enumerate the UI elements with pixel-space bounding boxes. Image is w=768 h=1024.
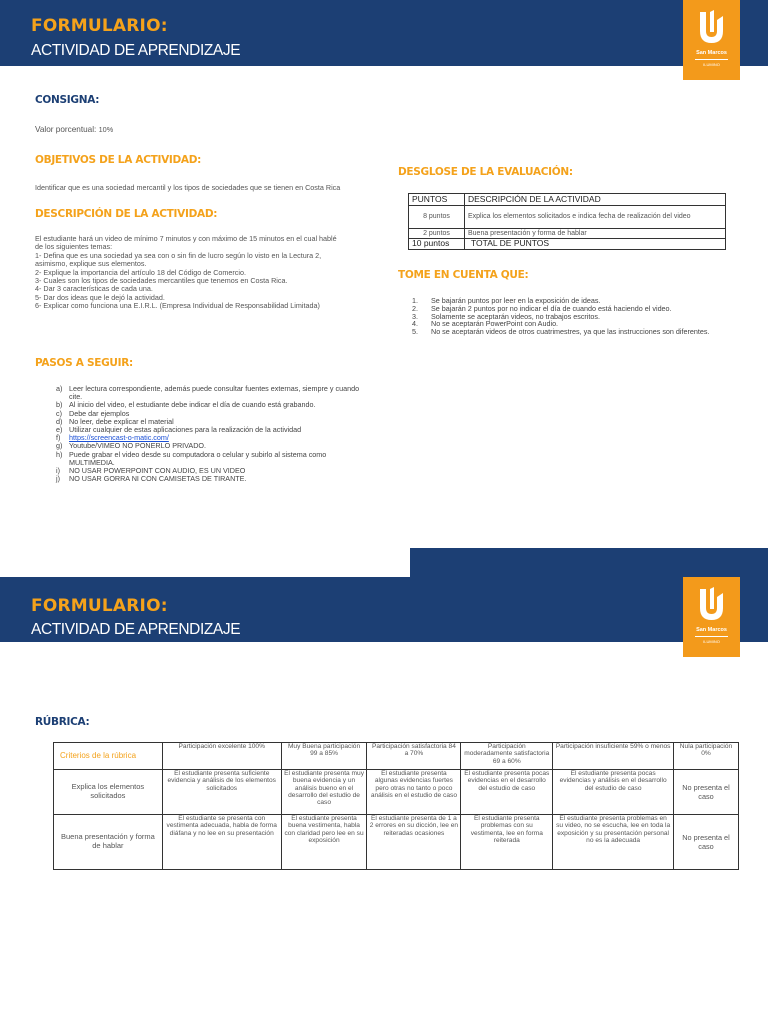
evaluation-table (408, 193, 726, 250)
list-item: c) Debe dar ejemplos (56, 408, 130, 418)
rubric-cell: No presenta el caso (674, 815, 739, 870)
rubric-header-criterios: Criterios de la rúbrica (54, 743, 163, 770)
list-item: a) Leer lectura correspondiente, además puede consultar fuentes externas, siempre y cuando cite. (56, 384, 360, 402)
consigna-heading: CONSIGNA: (35, 94, 100, 106)
descripcion-line: 2- Explique la importancia del artículo 18 del Código de Comercio. (35, 267, 246, 277)
descripcion-line: 5- Dar dos ideas que le dejó la actividad. (35, 292, 165, 302)
desglose-heading: DESGLOSE DE LA EVALUACIÓN: (398, 166, 573, 178)
list-item: f) https://screencast-o-matic.com/ (56, 434, 374, 442)
header-subtitle: ACTIVIDAD DE APRENDIZAJE (31, 42, 241, 59)
objetivos-heading: OBJETIVOS DE LA ACTIVIDAD: (35, 154, 202, 166)
rubric-cell: El estudiante presenta pocas evidencias en el desarrollo del estudio de caso (461, 770, 553, 815)
rubric-cell: El estudiante presenta problemas en su video, no se escucha, lee en toda la exposición y su presentación personal no es la adecuada (553, 815, 674, 870)
descripcion-body (35, 235, 375, 311)
rubric-header: Participación satisfactoria 84 a 70% (367, 743, 461, 770)
rubric-table (53, 742, 739, 870)
logo-name: San Marcos (696, 627, 727, 633)
descripcion-line: 4- Dar 3 características de cada una. (35, 284, 153, 294)
rubric-cell: El estudiante presenta problemas con su vestimenta, lee en forma reiterada (461, 815, 553, 870)
table-row (409, 206, 726, 229)
descripcion-line: de los siguientes temas: (35, 242, 113, 252)
header-title: FORMULARIO: (31, 16, 168, 36)
list-item: 2. Se bajarán 2 puntos por no indicar el día de cuando está haciendo el video. (412, 303, 672, 313)
rubric-cell: El estudiante presenta buena vestimenta, habla con claridad pero lee en su exposición (281, 815, 367, 870)
list-item: 4. No se aceptarán PowerPoint con Audio. (412, 319, 559, 329)
university-logo (683, 577, 740, 657)
list-item: 5. No se aceptarán videos de otros cuatrimestres, ya que las instrucciones son diferentes. (412, 327, 710, 337)
rubric-cell: No presenta el caso (674, 770, 739, 815)
rubric-header: Participación insuficiente 59% o menos (553, 743, 674, 770)
rubric-header: Participación excelente 100% (162, 743, 281, 770)
list-item: b) Al inicio del video, el estudiante debe indicar el día de cuando está grabando. (56, 400, 316, 410)
logo-divider (695, 636, 728, 637)
rubric-cell: El estudiante presenta pocas evidencias y análisis en el desarrollo del estudio de caso (553, 770, 674, 815)
header-descripcion: DESCRIPCIÓN DE LA ACTIVIDAD (465, 194, 726, 206)
logo-tagline: ILUMINO (703, 639, 720, 644)
descripcion-line: 3- Cuales son los tipos de sociedades mercantiles que tenemos en Costa Rica. (35, 276, 288, 286)
objetivos-text: Identificar que es una sociedad mercantil y los tipos de sociedades que se tienen en Costa Rica (35, 183, 341, 192)
table-row (54, 770, 739, 815)
valor-value: 10% (98, 125, 114, 134)
logo-u-icon (697, 10, 726, 45)
rubric-cell: El estudiante se presenta con vestimenta adecuada, habla de forma diáfana y no lee en su presentación (162, 815, 281, 870)
list-item: g) Youtube/VIMEO NO PONERLO PRIVADO. (56, 441, 207, 451)
tome-heading: TOME EN CUENTA QUE: (398, 269, 529, 281)
logo-name: San Marcos (696, 50, 727, 56)
logo-divider (695, 59, 728, 60)
rubric-criterio: Explica los elementos solicitados (54, 770, 163, 815)
list-item: j) NO USAR GORRA NI CON CAMISETAS DE TIRANTE. (56, 474, 247, 484)
table-row (409, 194, 726, 206)
descripcion-line: El estudiante hará un video de mínimo 7 minutos y con máximo de 15 minutos en el cual hablé (35, 234, 337, 243)
cell-total-puntos: 10 puntos (409, 239, 465, 250)
rubrica-heading: RÚBRICA: (35, 716, 90, 728)
header-puntos: PUNTOS (409, 194, 465, 206)
list-item: 1. Se bajarán puntos por leer en la exposición de ideas. (412, 296, 601, 305)
cell-puntos: 2 puntos (409, 229, 465, 239)
rubric-criterio: Buena presentación y forma de hablar (54, 815, 163, 870)
header-subtitle: ACTIVIDAD DE APRENDIZAJE (31, 621, 241, 638)
table-row (409, 229, 726, 239)
rubric-cell: El estudiante presenta de 1 a 2 errores en su dicción, lee en reiteradas ocasiones (367, 815, 461, 870)
descripcion-heading: DESCRIPCIÓN DE LA ACTIVIDAD: (35, 208, 218, 220)
logo-u-icon (697, 587, 726, 622)
rubric-header: Muy Buena participación 99 a 85% (281, 743, 367, 770)
rubric-cell: El estudiante presenta muy buena evidencia y un análisis bueno en el desarrollo del estudio de caso (281, 770, 367, 815)
rubric-header: Participación moderadamente satisfactoria 69 a 60% (461, 743, 553, 770)
page-gap (0, 548, 410, 577)
pasos-list (56, 385, 374, 483)
university-logo (683, 0, 740, 80)
cell-descripcion: Explica los elementos solicitados e indica fecha de realización del video (465, 206, 726, 229)
list-item: 3. Solamente se aceptarán videos, no trabajos escritos. (412, 311, 601, 321)
rubric-cell: El estudiante presenta suficiente evidencia y análisis de los elementos solicitados (162, 770, 281, 815)
rubric-header: Nula participación 0% (674, 743, 739, 770)
table-row (54, 815, 739, 870)
logo-tagline: ILUMINO (703, 62, 720, 67)
table-row (54, 743, 739, 770)
tome-list (412, 297, 712, 336)
list-item: d) No leer, debe explicar el material (56, 416, 174, 426)
descripcion-line: 1- Defina que es una sociedad ya sea con o sin fin de lucro según lo visto en la Lectura 2, (35, 250, 322, 260)
page1-header (0, 0, 768, 66)
header-title: FORMULARIO: (31, 596, 168, 616)
cell-puntos: 8 puntos (409, 206, 465, 229)
list-item: e) Utilizar cualquier de estas aplicaciones para la realización de la actividad (56, 425, 302, 435)
cell-descripcion: Buena presentación y forma de hablar (465, 229, 726, 239)
screencast-link[interactable]: https://screencast-o-matic.com/ (69, 433, 169, 443)
cell-total-label: TOTAL DE PUNTOS (465, 239, 726, 250)
list-item: h) Puede grabar el video desde su computadora o celular y subirlo al sistema como MULTIMEDIA. (56, 449, 327, 467)
descripcion-line: asimismo, explique sus elementos. (35, 259, 147, 269)
pasos-heading: PASOS A SEGUIR: (35, 357, 133, 369)
rubric-cell: El estudiante presenta algunas evidencias fuertes pero otras no tanto o poco análisis en el estudio de caso (367, 770, 461, 815)
descripcion-line: 6- Explicar como funciona una E.I.R.L. (Empresa Individual de Responsabilidad Limitada) (35, 301, 320, 311)
valor-porcentual (35, 126, 113, 134)
table-row (409, 239, 726, 250)
list-item: i) NO USAR POWERPOINT CON AUDIO, ES UN VIDEO (56, 466, 246, 476)
valor-label: Valor porcentual: (35, 125, 97, 134)
